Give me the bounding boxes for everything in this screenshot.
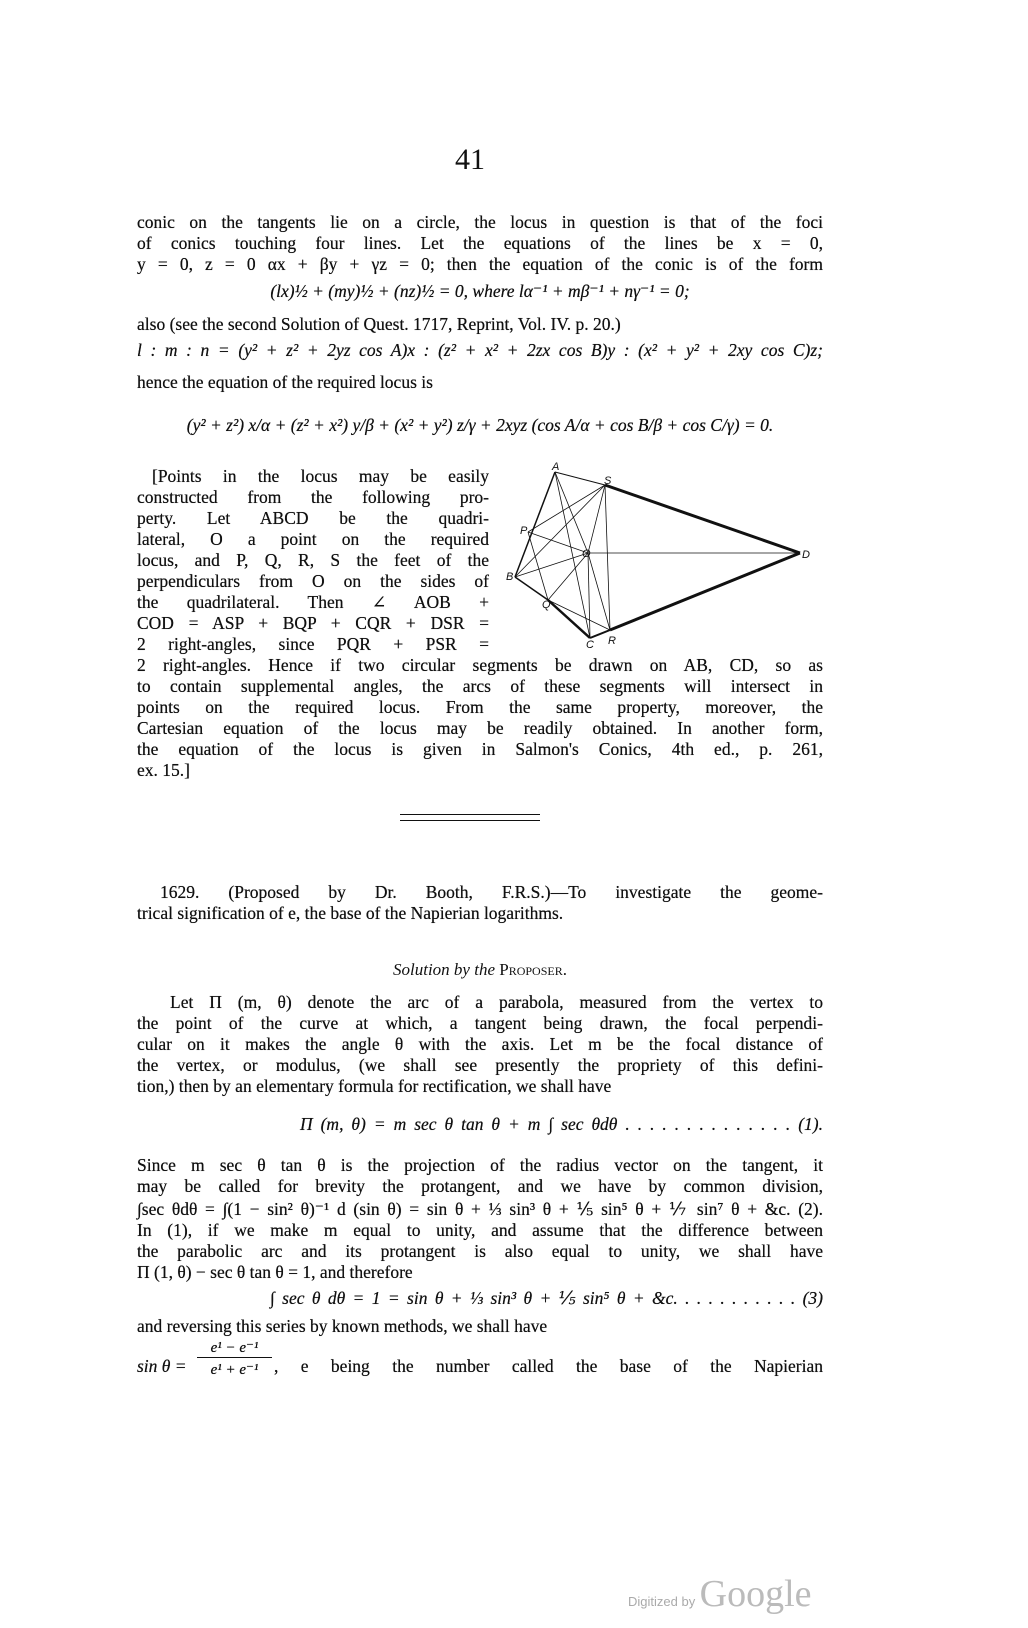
- solution-heading: [137, 960, 823, 980]
- text-line: the vertex, or modulus, (we shall see presently the propriety of this defini-: [137, 1055, 823, 1075]
- edge-AS: [555, 472, 605, 485]
- text-line: of conics touching four lines. Let the equations of the lines be x = 0,: [137, 233, 823, 253]
- digitized-by-google-watermark: [628, 1572, 812, 1616]
- equation-5: ∫ sec θ dθ = 1 = sin θ + ⅓ sin³ θ + ⅕ sin⁵ θ + &c. . . . . . . . . . . (3): [270, 1288, 823, 1308]
- label-B: B: [506, 571, 514, 583]
- heading-caps: Proposer.: [499, 960, 567, 979]
- text-line: y = 0, z = 0 αx + βy + γz = 0; then the equation of the conic is of the form: [137, 254, 823, 274]
- equation-6: [137, 1338, 823, 1388]
- text-line: 1629. (Proposed by Dr. Booth, F.R.S.)—To investigate the geome-: [160, 882, 823, 902]
- text-line: Π (1, θ) − sec θ tan θ = 1, and therefore: [137, 1262, 413, 1282]
- text-line: [Points in the locus may be easily: [152, 466, 489, 486]
- text-line: Since m sec θ tan θ is the projection of the radius vector on the tangent, it: [137, 1155, 823, 1175]
- watermark-prefix: Digitized by: [628, 1594, 696, 1609]
- equation-2: l : m : n = (y² + z² + 2yz cos A)x : (z² + x² + 2zx cos B)y : (x² + y² + 2xy cos C)z;: [137, 340, 823, 360]
- equation-3: (y² + z²) x/α + (z² + x²) y/β + (x² + y²) z/γ + 2xyz (cos A/α + cos B/β + cos C/γ) = 0.: [186, 415, 774, 435]
- label-Q: Q: [542, 599, 551, 611]
- text-line: to contain supplemental angles, the arcs of these segments will intersect in: [137, 676, 823, 696]
- page-number: 41: [455, 143, 485, 176]
- edge-SD: [605, 485, 800, 553]
- label-O: O: [582, 548, 591, 560]
- edge-CQ: [548, 600, 590, 638]
- text-line: and reversing this series by known methods, we shall have: [137, 1316, 548, 1336]
- equation-1: (lx)½ + (my)½ + (nz)½ = 0, where lα⁻¹ + mβ⁻¹ + nγ⁻¹ = 0;: [270, 281, 690, 301]
- label-R: R: [608, 635, 616, 647]
- text-line: lateral, O a point on the required: [137, 529, 489, 549]
- construction-lines: [515, 472, 800, 638]
- fraction-denominator: e¹ + e⁻¹: [210, 1362, 259, 1378]
- text-line: may be called for brevity the protangent, and we have by common division,: [137, 1176, 823, 1196]
- edge-RC: [590, 630, 610, 638]
- label-C: C: [586, 639, 594, 651]
- text-line: ∫sec θdθ = ∫(1 − sin² θ)⁻¹ d (sin θ) = sin θ + ⅓ sin³ θ + ⅕ sin⁵ θ + ⅐ sin⁷ θ + &c. (2).: [137, 1199, 823, 1219]
- text-line: points on the required locus. From the same property, moreover, the: [137, 697, 823, 717]
- text-line: tion,) then by an elementary formula for rectification, we shall have: [137, 1076, 612, 1096]
- text-line: the equation of the locus is given in Salmon's Conics, 4th ed., p. 261,: [137, 739, 823, 759]
- text-line: hence the equation of the required locus is: [137, 372, 433, 392]
- google-logo: Google: [699, 1573, 812, 1615]
- text-line: ex. 15.]: [137, 760, 190, 780]
- fraction-numerator: e¹ − e⁻¹: [197, 1338, 272, 1358]
- text-line: perpendiculars from O on the sides of: [137, 571, 489, 591]
- text-line: constructed from the following pro-: [137, 487, 489, 507]
- section-divider: [400, 814, 540, 815]
- text-line: the quadrilateral. Then ∠ AOB +: [137, 592, 489, 612]
- section-divider: [400, 820, 540, 821]
- edge-DR: [610, 553, 800, 630]
- text-line: COD = ASP + BQP + CQR + DSR =: [137, 613, 489, 633]
- text-line: the point of the curve at which, a tangent being drawn, the focal perpendi-: [137, 1013, 823, 1033]
- heading-italic: Solution by the: [393, 960, 495, 979]
- text-line: conic on the tangents lie on a circle, the locus in question is that of the foci: [137, 212, 823, 232]
- eq6-lhs: sin θ =: [137, 1356, 187, 1376]
- text-line: 2 right-angles. Hence if two circular segments be drawn on AB, CD, so as: [137, 655, 823, 675]
- text-line: perty. Let ABCD be the quadri-: [137, 508, 489, 528]
- text-line: the parabolic arc and its protangent is also equal to unity, we shall have: [137, 1241, 823, 1261]
- text-line: In (1), if we make m equal to unity, and assume that the difference between: [137, 1220, 823, 1240]
- quadrilateral-figure: [500, 462, 820, 652]
- eq6-text: , e being the number called the base of the Napierian: [274, 1356, 823, 1376]
- edge-QB: [515, 577, 548, 600]
- label-A: A: [552, 462, 560, 473]
- text-line: also (see the second Solution of Quest. 1717, Reprint, Vol. IV. p. 20.): [137, 314, 621, 334]
- label-S: S: [604, 475, 612, 487]
- equation-4: Π (m, θ) = m sec θ tan θ + m ∫ sec θdθ . . . . . . . . . . . . . . (1).: [300, 1114, 823, 1134]
- text-line: 2 right-angles, since PQR + PSR =: [137, 634, 489, 654]
- text-line: Cartesian equation of the locus may be readily obtained. In another form,: [137, 718, 823, 738]
- label-D: D: [802, 549, 810, 561]
- text-line: Let Π (m, θ) denote the arc of a parabola, measured from the vertex to: [170, 992, 823, 1012]
- text-line: cular on it makes the angle θ with the axis. Let m be the focal distance of: [137, 1034, 823, 1054]
- text-line: locus, and P, Q, R, S the feet of the: [137, 550, 489, 570]
- label-P: P: [520, 525, 528, 537]
- text-line: trical signification of e, the base of the Napierian logarithms.: [137, 903, 564, 923]
